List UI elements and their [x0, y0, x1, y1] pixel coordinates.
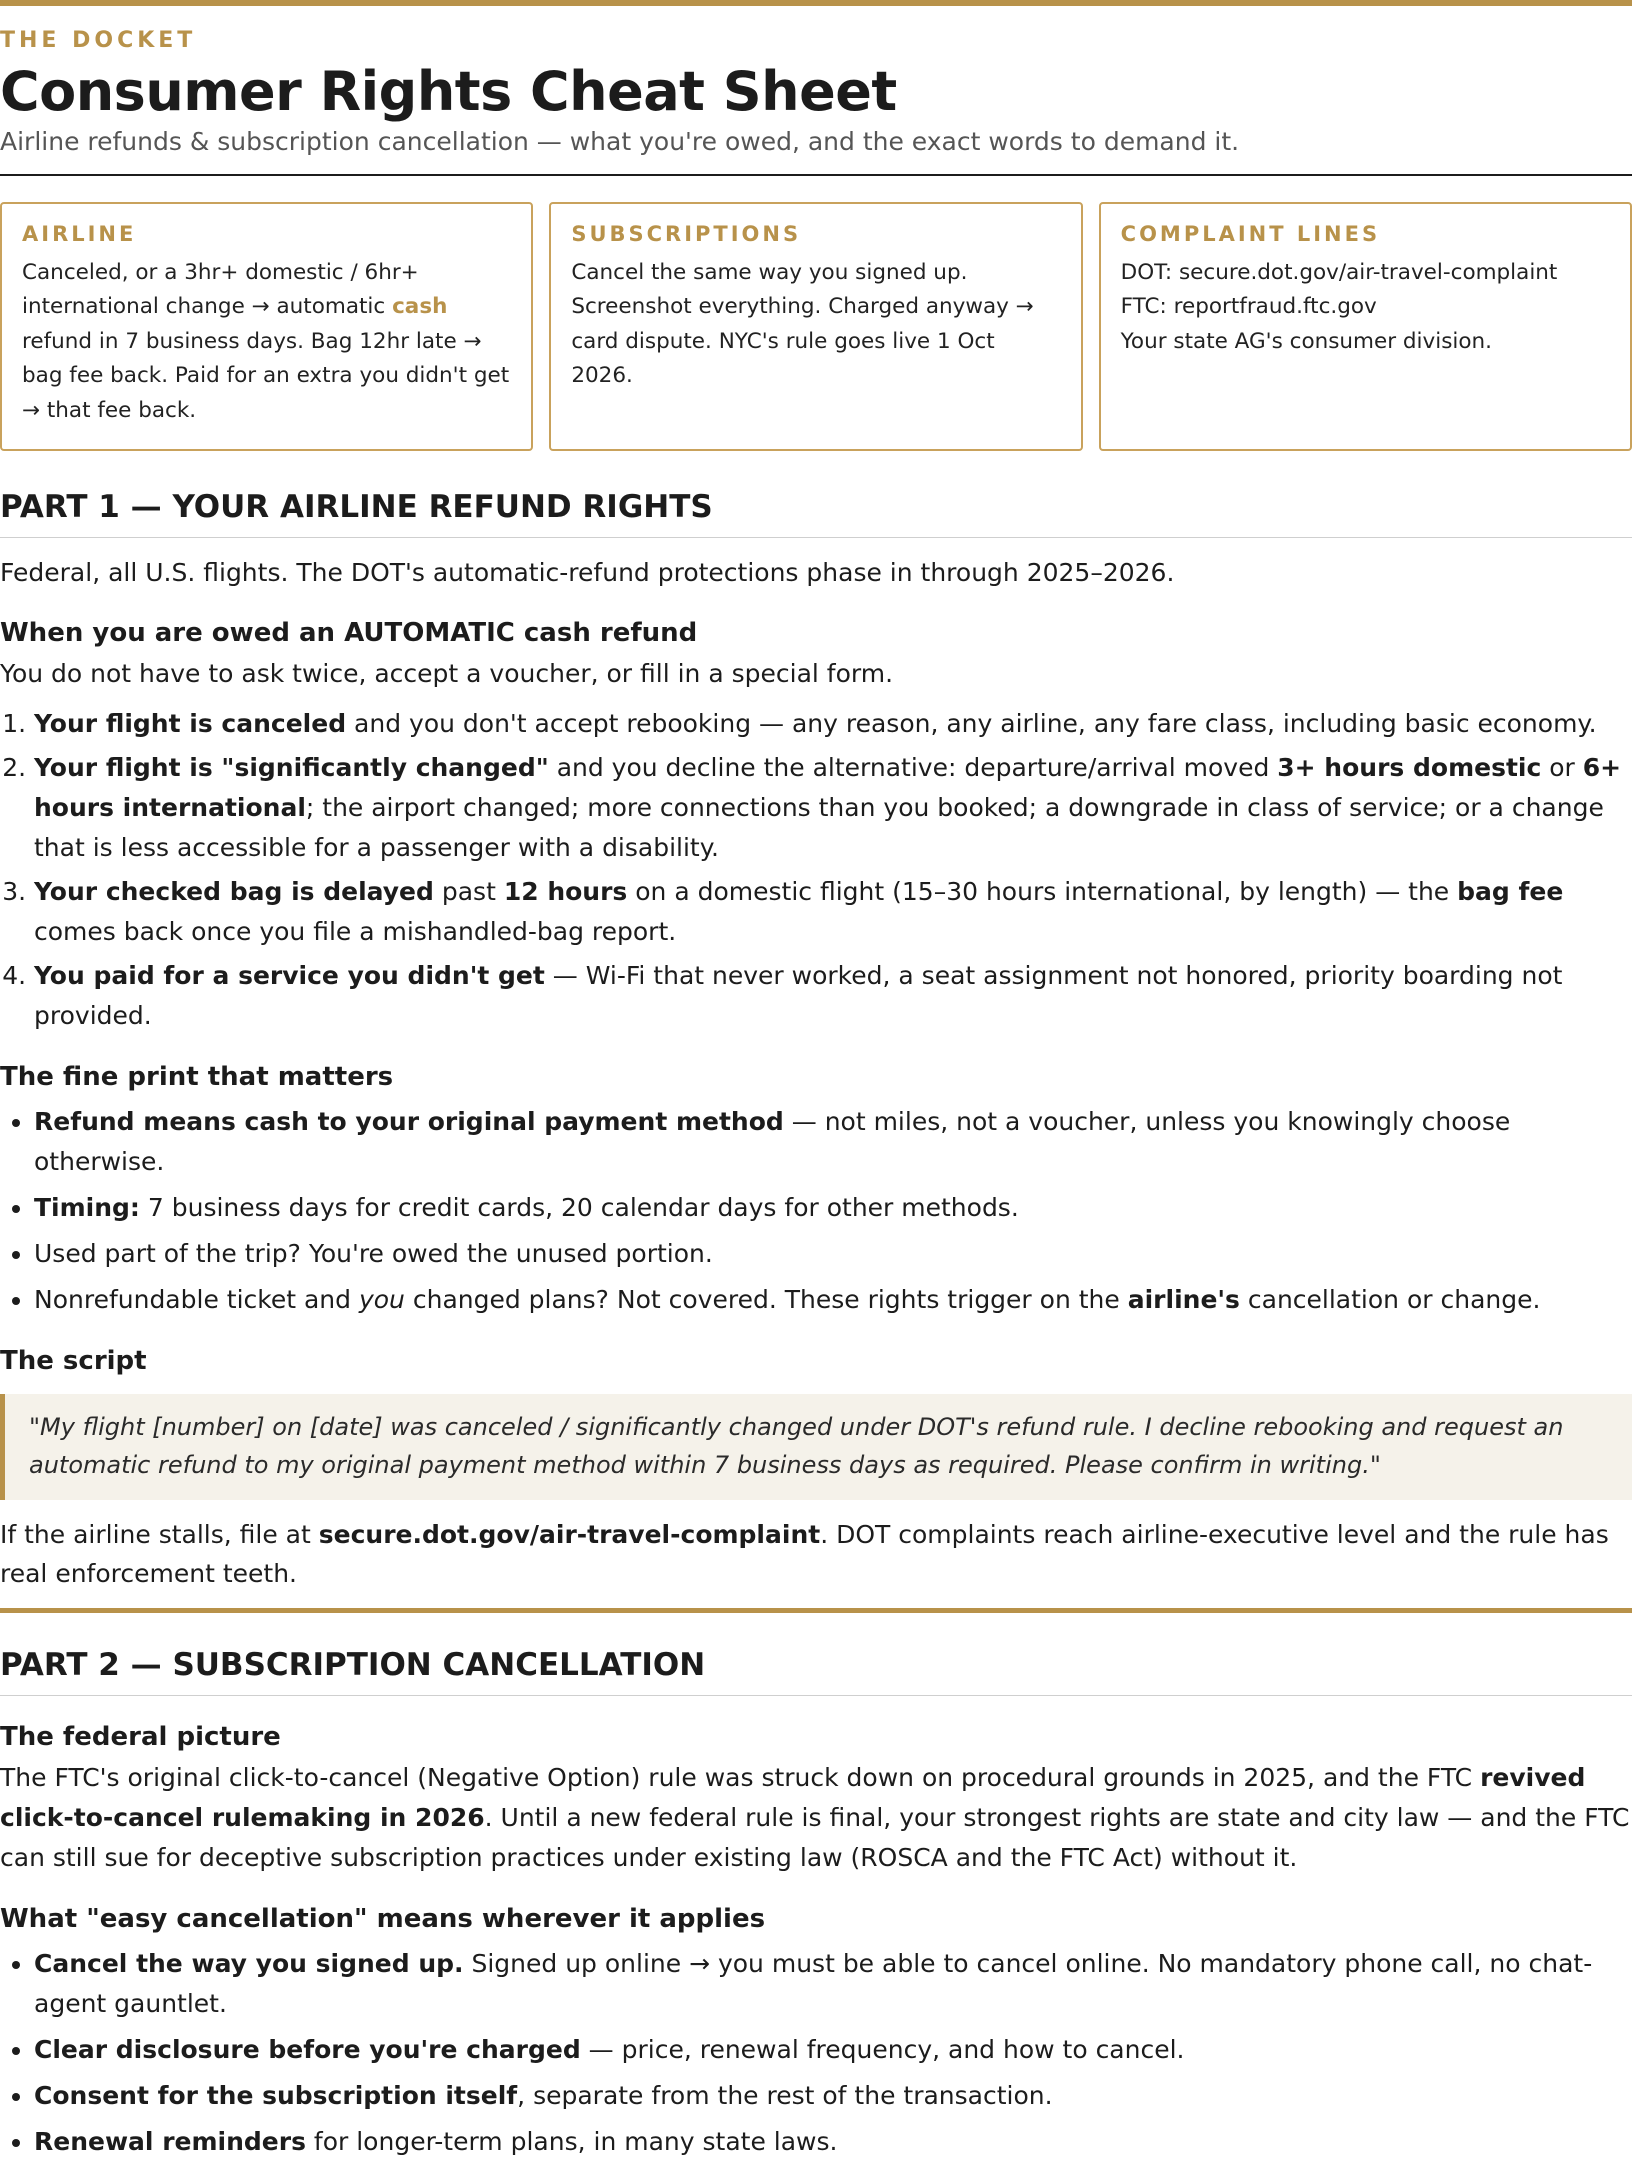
item-bold: Clear disclosure before you're charged [34, 2034, 581, 2064]
item-bold: 6+ hours international [34, 752, 1622, 822]
card-complaint-lines [1099, 202, 1632, 451]
item-text: Signed up online → you must be able to cancel online. No mandatory phone call, no chat-agent gauntlet. [34, 1948, 1593, 2018]
item-text: and you don't accept rebooking — any reason, any airline, any fare class, including basic economy. [346, 708, 1597, 738]
auto-refund-intro: You do not have to ask twice, accept a voucher, or fill in a special form. [0, 658, 894, 688]
part1-section [0, 489, 1632, 1594]
card-airline-text: Canceled, or a 3hr+ domestic / 6hr+ international change → automatic [22, 260, 419, 320]
followup-text: If the airline stalls, file at [0, 1520, 319, 1550]
item-bold: Your flight is "significantly changed" [34, 752, 549, 782]
list-item [34, 1188, 1632, 1228]
dot-complaint-url: secure.dot.gov/air-travel-complaint [318, 1520, 821, 1550]
list-item [34, 956, 1632, 1036]
complaint-line-ftc: FTC: reportfraud.ftc.gov [1120, 294, 1377, 320]
part2-heading: PART 2 — SUBSCRIPTION CANCELLATION [0, 1647, 1632, 1696]
top-accent-bar [0, 0, 1632, 6]
page-subtitle: Airline refunds & subscription cancellation — what you're owed, and the exact words to demand it. [0, 127, 1240, 157]
complaint-line-ag: Your state AG's consumer division. [1120, 328, 1493, 354]
item-bold: Timing: [34, 1192, 140, 1222]
item-text: Used part of the trip? You're owed the unused portion. [34, 1238, 713, 1268]
easy-cancellation-list [0, 1944, 1632, 2162]
card-subscriptions-title: SUBSCRIPTIONS [571, 222, 802, 247]
item-text: for longer-term plans, in many state laws. [305, 2126, 838, 2156]
auto-refund-list [0, 704, 1632, 1036]
item-bold: Refund means cash to your original payment method [34, 1106, 784, 1136]
complaint-line-dot: DOT: secure.dot.gov/air-travel-complaint [1120, 260, 1558, 286]
document-page [0, 28, 1632, 2162]
item-bold: Renewal reminders [34, 2126, 306, 2156]
list-item [34, 2076, 1632, 2116]
publication-kicker: THE DOCKET [0, 28, 197, 53]
item-text: on a domestic flight (15–30 hours international, by length) — the [627, 876, 1458, 906]
part1-lead: Federal, all U.S. flights. The DOT's automatic-refund protections phase in through 2025–2026. [0, 558, 1175, 588]
list-item [34, 2030, 1632, 2070]
item-bold: bag fee [1457, 876, 1564, 906]
item-text: comes back once you file a mishandled-bag report. [34, 916, 677, 946]
list-item [34, 1944, 1632, 2024]
followup-text-rest: . DOT complaints reach airline-executive level and the rule has real enforcement teeth. [0, 1520, 1609, 1589]
item-bold: Your flight is canceled [34, 708, 347, 738]
item-text: changed plans? Not covered. These rights trigger on the [404, 1284, 1128, 1314]
item-text: 7 business days for credit cards, 20 calendar days for other methods. [139, 1192, 1019, 1222]
item-text: ; the airport changed; more connections than you booked; a downgrade in class of service; or a change that is less accessible for a passenger with a disability. [34, 792, 1604, 862]
item-bold: Cancel the way you signed up. [34, 1948, 464, 1978]
item-text: , separate from the rest of the transaction. [517, 2080, 1053, 2110]
item-text: — Wi-Fi that never worked, a seat assignment not honored, priority boarding not provided. [34, 960, 1563, 1030]
fine-print-list [0, 1102, 1632, 1320]
complaint-followup [0, 1516, 1632, 1594]
part1-heading: PART 1 — YOUR AIRLINE REFUND RIGHTS [0, 489, 1632, 538]
federal-text-rest: . Until a new federal rule is final, your strongest rights are state and city law — and the FTC can still sue for deceptive subscription practices under existing law (ROSCA and the FTC Act) without it. [0, 1802, 1630, 1872]
item-text: cancellation or change. [1239, 1284, 1541, 1314]
item-bold: You paid for a service you didn't get [34, 960, 545, 990]
card-airline-title: AIRLINE [22, 222, 137, 247]
card-subscriptions [549, 202, 1082, 451]
federal-picture-heading: The federal picture [0, 1721, 281, 1752]
card-complaint-title: COMPLAINT LINES [1120, 222, 1381, 247]
summary-cards [0, 202, 1632, 451]
item-text: and you decline the alternative: departure/arrival moved [548, 752, 1278, 782]
list-item [34, 704, 1632, 744]
list-item [34, 748, 1632, 868]
card-airline-cash-highlight: cash [392, 294, 448, 320]
item-text: Nonrefundable ticket and [34, 1284, 359, 1314]
item-bold: Your checked bag is delayed [34, 876, 434, 906]
script-blockquote: "My flight [number] on [date] was canceled / significantly changed under DOT's refund rule. I decline rebooking and request an automatic refund to my original payment method within 7 business days as required. Please confirm in writing." [0, 1394, 1632, 1501]
federal-bold: revived click-to-cancel rulemaking in 2026 [0, 1762, 1586, 1832]
card-airline-body [22, 256, 511, 428]
part2-section [0, 1647, 1632, 2162]
item-bold: Consent for the subscription itself [34, 2080, 518, 2110]
auto-refund-heading: When you are owed an AUTOMATIC cash refund [0, 617, 698, 648]
card-airline [0, 202, 533, 451]
list-item [34, 1280, 1632, 1320]
section-divider [0, 1608, 1632, 1613]
item-text: or [1541, 752, 1583, 782]
list-item [34, 2122, 1632, 2162]
federal-picture-text [0, 1758, 1632, 1878]
item-text: — price, renewal frequency, and how to cancel. [580, 2034, 1185, 2064]
fine-print-heading: The fine print that matters [0, 1061, 394, 1092]
list-item [34, 1234, 1632, 1274]
item-emphasis: you [358, 1284, 405, 1314]
item-bold: airline's [1127, 1284, 1240, 1314]
item-text: past [433, 876, 504, 906]
header-divider [0, 174, 1632, 176]
card-subscriptions-body: Cancel the same way you signed up. Screenshot everything. Charged anyway → card dispute. NYC's rule goes live 1 Oct 2026. [571, 260, 1034, 389]
item-bold: 12 hours [503, 876, 628, 906]
item-bold: 3+ hours domestic [1277, 752, 1542, 782]
list-item [34, 872, 1632, 952]
page-title: Consumer Rights Cheat Sheet [0, 60, 897, 123]
card-complaint-body [1121, 256, 1610, 359]
script-heading: The script [0, 1345, 147, 1376]
federal-text: The FTC's original click-to-cancel (Negative Option) rule was struck down on procedural grounds in 2025, and the FTC [0, 1762, 1481, 1792]
easy-cancellation-heading: What "easy cancellation" means wherever it applies [0, 1903, 766, 1934]
list-item [34, 1102, 1632, 1182]
card-airline-text-rest: refund in 7 business days. Bag 12hr late → bag fee back. Paid for an extra you didn't get → that fee back. [22, 328, 510, 423]
item-text: — not miles, not a voucher, unless you knowingly choose otherwise. [34, 1106, 1511, 1176]
